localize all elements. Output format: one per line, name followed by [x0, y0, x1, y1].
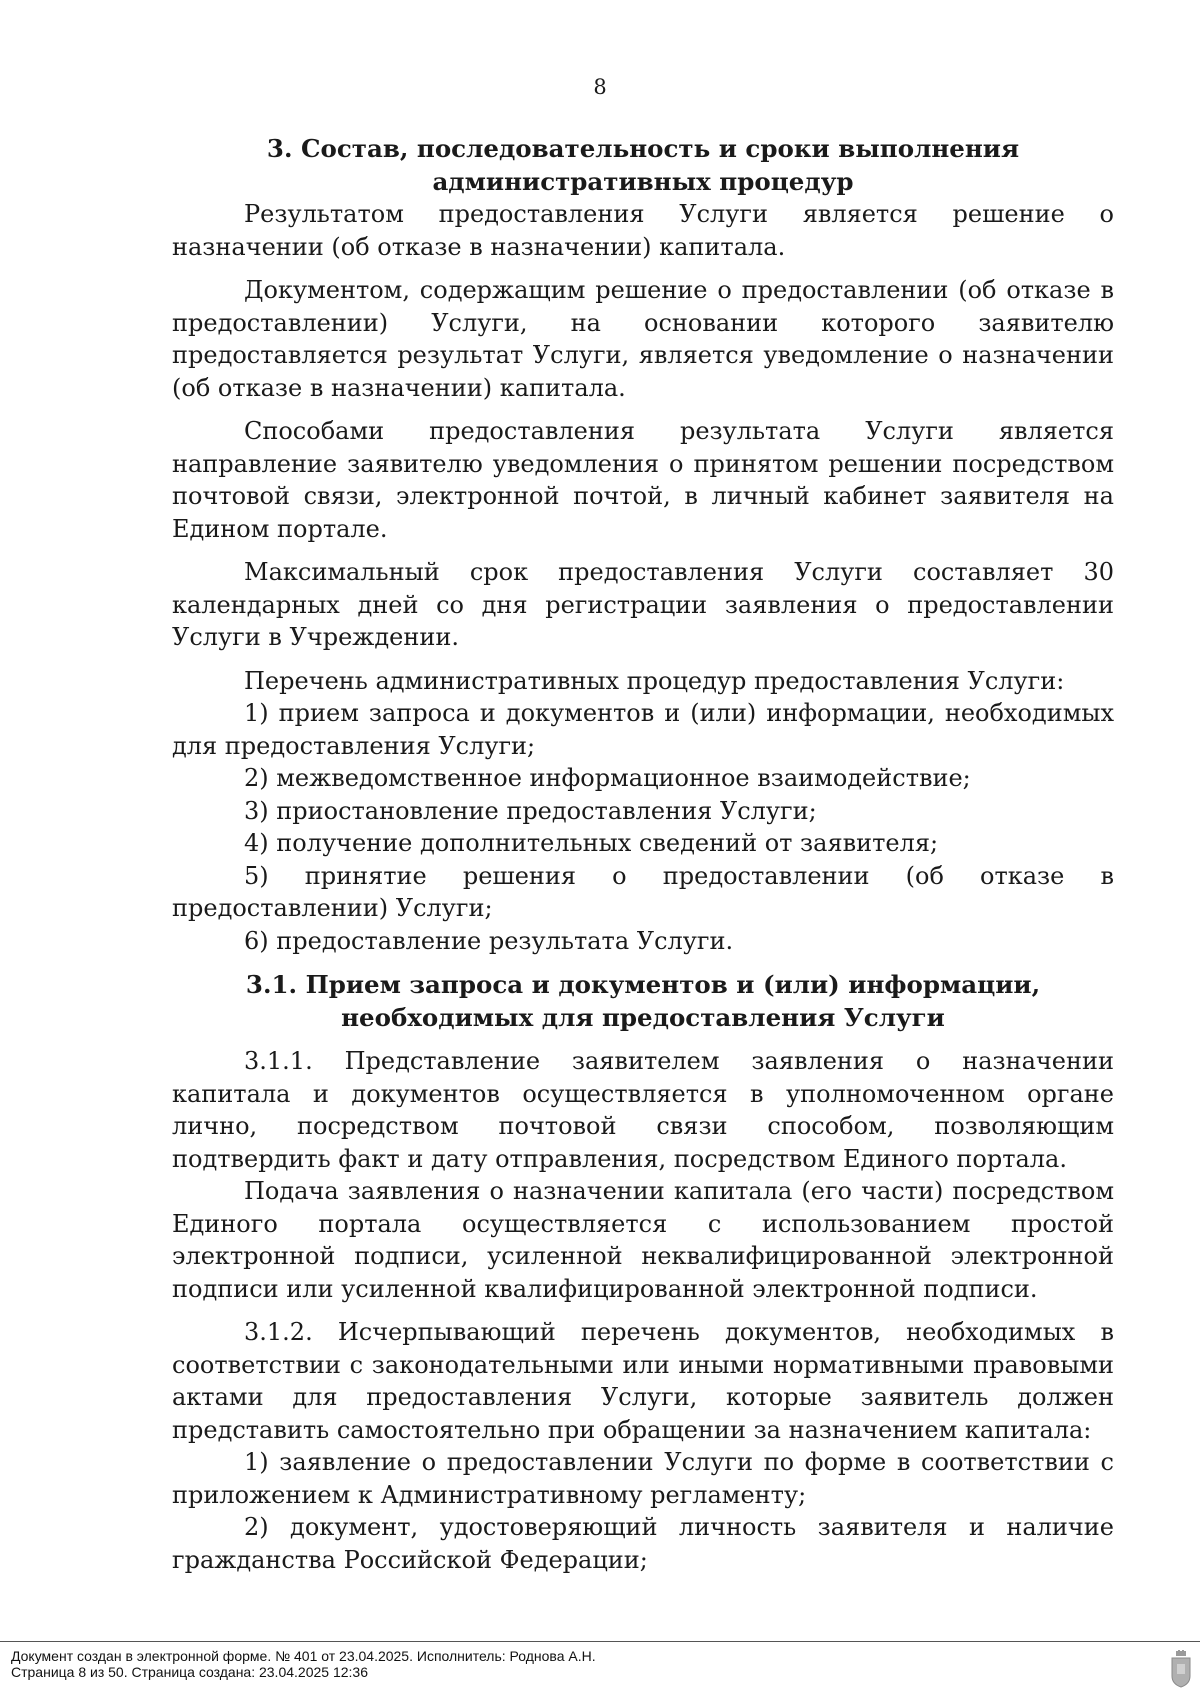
document-body: [172, 133, 1114, 1576]
paragraph: Подача заявления о назначении капитала (его части) посредством Единого портала осуществляется с использованием простой электронной подписи, усиленной неквалифицированной электронной подписи или усиленной квалифицированной электронной подписи.: [172, 1177, 1114, 1303]
list-item: 1) прием запроса и документов и (или) информации, необходимых для предоставления Услуги;: [172, 699, 1114, 760]
footer-line-1: Документ создан в электронной форме. № 401 от 23.04.2025. Исполнитель: Роднова А.Н.: [11, 1648, 596, 1664]
paragraph: Максимальный срок предоставления Услуги составляет 30 календарных дней со дня регистрации заявления о предоставлении Услуги в Учреждении.: [172, 558, 1114, 651]
list-item: 2) межведомственное информационное взаимодействие;: [244, 764, 971, 792]
list-item: 6) предоставление результата Услуги.: [244, 926, 734, 955]
list-item: 3) приостановление предоставления Услуги;: [244, 796, 817, 825]
footer-divider: [0, 1641, 1200, 1642]
page-number: 8: [593, 75, 607, 99]
footer-line-2: Страница 8 из 50. Страница создана: 23.04.2025 12:36: [11, 1664, 368, 1680]
footer: [11, 1648, 1131, 1680]
section-heading-3-1: 3.1. Прием запроса и документов и (или) информации, необходимых для предоставления Услуги: [245, 970, 1041, 1032]
paragraph: 3.1.2. Исчерпывающий перечень документов, необходимых в соответствии с законодательными или иными нормативными правовыми актами для предоставления Услуги, которые заявитель должен представить самостоятельно при обращении за назначением капитала:: [172, 1318, 1114, 1444]
procedures-intro: Перечень административных процедур предоставления Услуги:: [244, 666, 1065, 695]
paragraph: Способами предоставления результата Услуги является направление заявителю уведомления о принятом решении посредством почтовой связи, электронной почтой, в личный кабинет заявителя на Едином портале.: [172, 417, 1114, 543]
paragraph: Результатом предоставления Услуги является решение о назначении (об отказе в назначении) капитала.: [172, 200, 1114, 261]
list-item: 4) получение дополнительных сведений от заявителя;: [244, 829, 939, 857]
coat-of-arms-icon: [1170, 1650, 1192, 1688]
section-heading-3: 3. Состав, последовательность и сроки выполнения административных процедур: [266, 134, 1020, 196]
paragraph: Документом, содержащим решение о предоставлении (об отказе в предоставлении) Услуги, на основании которого заявителю предоставляется результат Услуги, является уведомление о назначении (об отказе в назначении) капитала.: [172, 276, 1114, 402]
paragraph: 3.1.1. Представление заявителем заявления о назначении капитала и документов осуществляется в уполномоченном органе лично, посредством почтовой связи способом, позволяющим подтвердить факт и дату отправления, посредством Единого портала.: [172, 1047, 1114, 1173]
list-item: 5) принятие решения о предоставлении (об отказе в предоставлении) Услуги;: [172, 861, 1114, 922]
list-item: 2) документ, удостоверяющий личность заявителя и наличие гражданства Российской Федерации;: [172, 1513, 1114, 1574]
list-item: 1) заявление о предоставлении Услуги по форме в соответствии с приложением к Административному регламенту;: [172, 1448, 1114, 1509]
